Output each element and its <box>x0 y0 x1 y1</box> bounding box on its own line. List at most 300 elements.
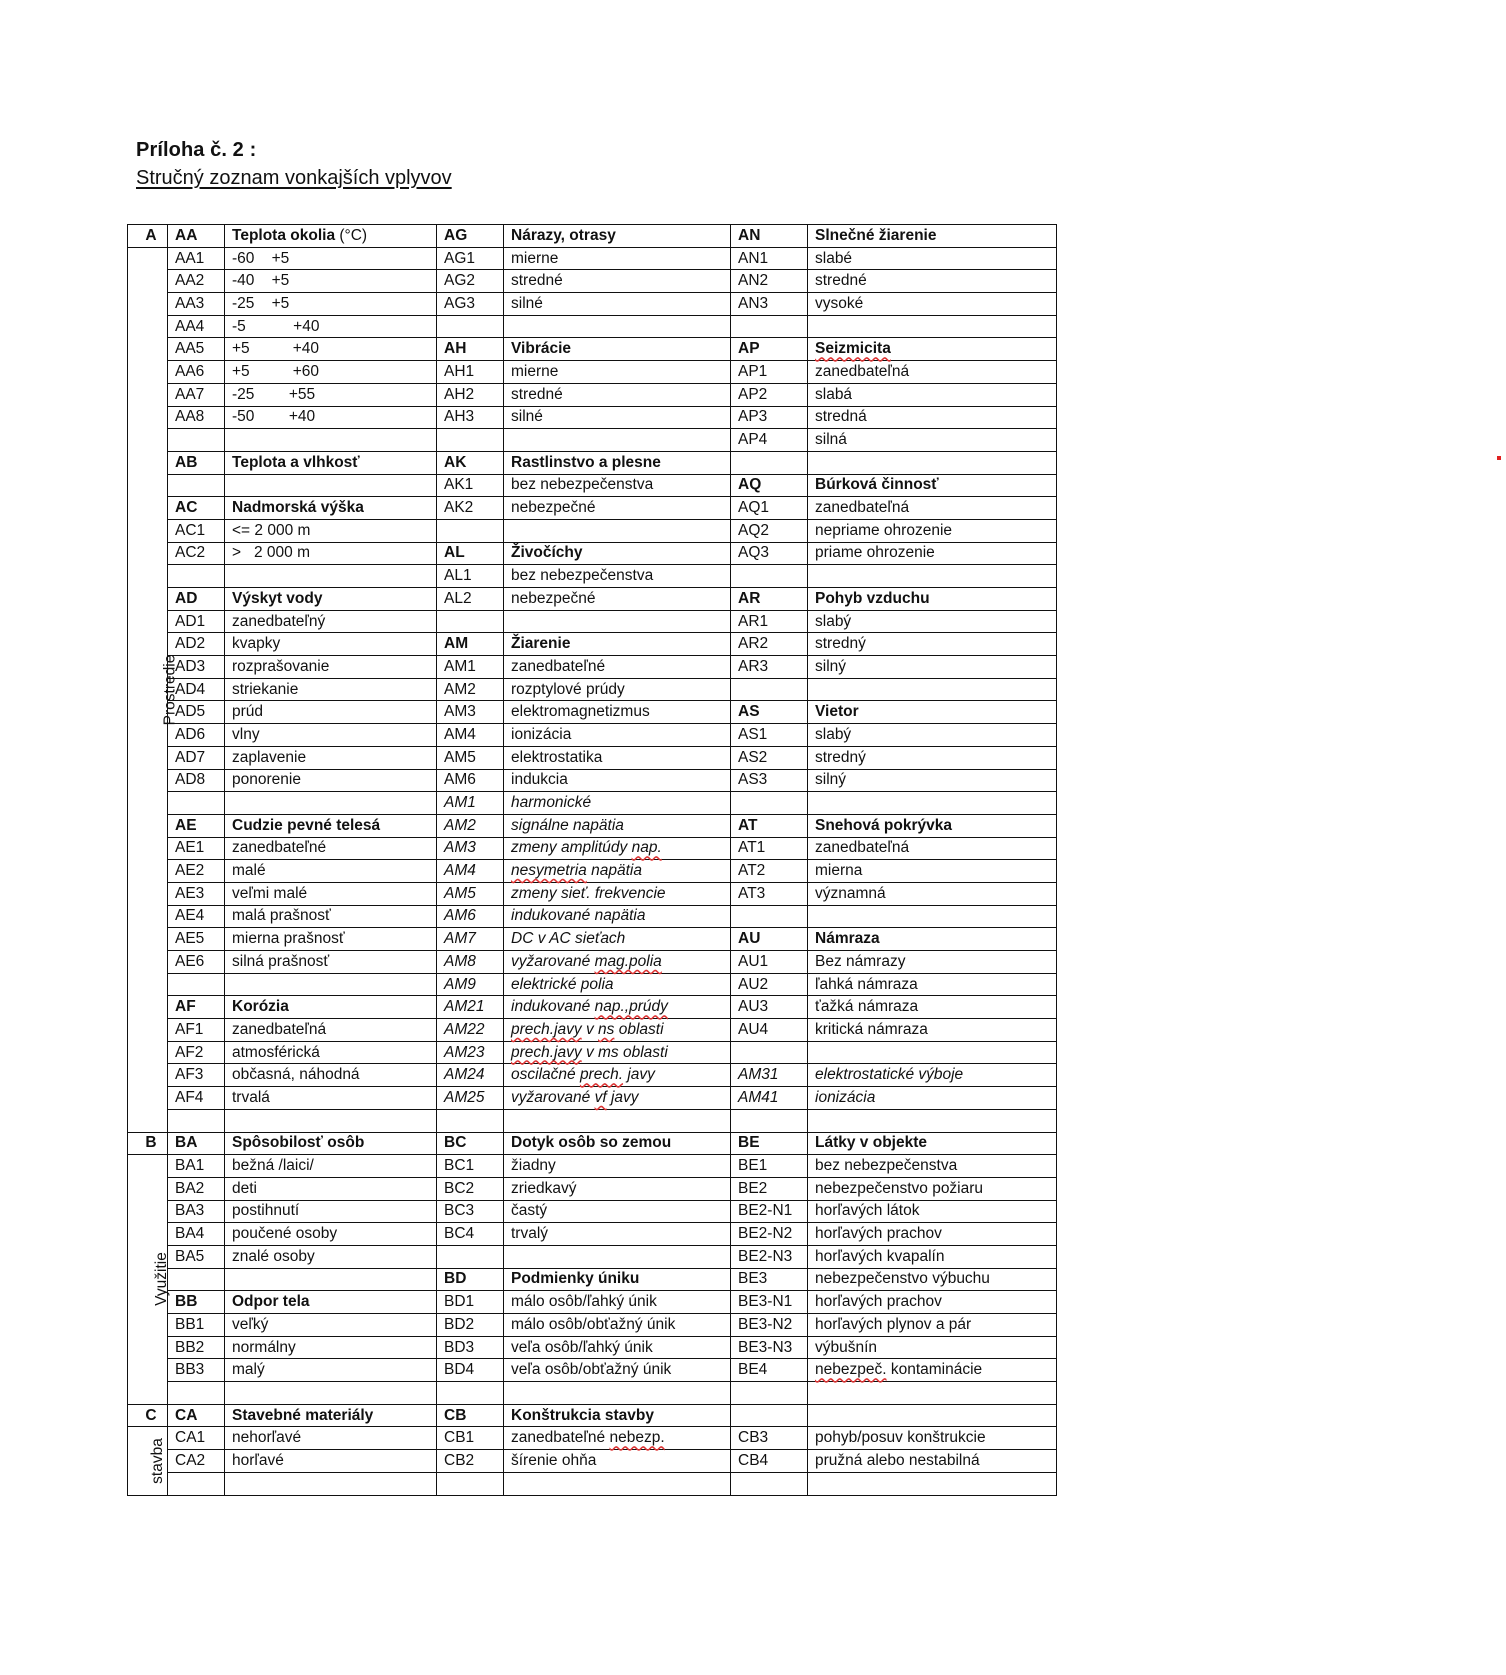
code-cell <box>437 1450 504 1473</box>
description-cell <box>504 1223 731 1246</box>
code-cell <box>437 565 504 588</box>
code-cell <box>731 519 808 542</box>
cell-text: BD3 <box>444 1338 475 1356</box>
cell-text: šírenie ohňa <box>511 1451 597 1469</box>
code-cell <box>731 610 808 633</box>
cell-text: indukcia <box>511 771 568 789</box>
description-cell <box>808 1268 1057 1291</box>
cell-text: prech.javy v ns oblasti <box>511 1020 664 1038</box>
cell-text: Podmienky úniku <box>511 1270 640 1288</box>
description-cell <box>808 633 1057 656</box>
description-cell <box>225 1109 437 1132</box>
cell-text: AM6 <box>444 907 476 925</box>
cell-text: AM25 <box>444 1088 485 1106</box>
cell-text: Vietor <box>815 703 859 721</box>
cell-text: -25 +55 <box>232 385 316 403</box>
description-cell <box>504 1472 731 1495</box>
description-cell <box>808 1087 1057 1110</box>
cell-text: AP1 <box>738 362 768 380</box>
description-cell <box>808 429 1057 452</box>
description-cell <box>504 338 731 361</box>
cell-text: AG <box>444 226 468 244</box>
cell-text: vlny <box>232 725 260 743</box>
description-cell <box>504 860 731 883</box>
description-cell <box>504 451 731 474</box>
code-cell <box>731 996 808 1019</box>
section-letter: B <box>128 1132 168 1155</box>
code-cell <box>168 610 225 633</box>
code-cell <box>168 451 225 474</box>
cell-text: znalé osoby <box>232 1247 315 1265</box>
cell-text: AN1 <box>738 249 769 267</box>
code-cell <box>168 1200 225 1223</box>
cell-text: AM31 <box>738 1066 779 1084</box>
code-cell <box>437 1223 504 1246</box>
code-cell <box>731 1450 808 1473</box>
description-cell <box>808 1472 1057 1495</box>
cell-text: Slnečné žiarenie <box>815 226 937 244</box>
description-cell <box>808 656 1057 679</box>
description-cell <box>504 792 731 815</box>
cell-text: vysoké <box>815 294 864 312</box>
description-cell <box>504 701 731 724</box>
cell-text: silný <box>815 657 847 675</box>
table-row <box>128 1291 1057 1314</box>
cell-text: elektromagnetizmus <box>511 703 650 721</box>
cell-text: veľký <box>232 1315 269 1333</box>
description-cell <box>504 1132 731 1155</box>
cell-text: Pohyb vzduchu <box>815 589 930 607</box>
code-cell <box>437 474 504 497</box>
description-cell <box>225 837 437 860</box>
description-cell <box>808 860 1057 883</box>
cell-text: Námraza <box>815 930 880 948</box>
cell-text: AE4 <box>175 907 205 925</box>
cell-text: slabá <box>815 385 853 403</box>
table-body <box>128 225 1057 1496</box>
cell-text: AK1 <box>444 476 474 494</box>
code-cell <box>168 1223 225 1246</box>
description-cell <box>808 1359 1057 1382</box>
cell-text: AE1 <box>175 839 205 857</box>
code-cell <box>437 451 504 474</box>
code-cell <box>168 565 225 588</box>
code-cell <box>168 497 225 520</box>
table-row <box>128 996 1057 1019</box>
description-cell <box>225 406 437 429</box>
description-cell <box>225 542 437 565</box>
description-cell <box>504 270 731 293</box>
cell-text: BE3-N2 <box>738 1315 793 1333</box>
cell-text: BB2 <box>175 1338 205 1356</box>
code-cell <box>731 429 808 452</box>
cell-text: CB3 <box>738 1429 769 1447</box>
cell-text: Výskyt vody <box>232 589 323 607</box>
description-cell <box>504 928 731 951</box>
cell-text: -40 +5 <box>232 272 290 290</box>
cell-text: horľavých látok <box>815 1202 920 1220</box>
description-cell <box>504 1427 731 1450</box>
cell-text: slabé <box>815 249 853 267</box>
table-row <box>128 315 1057 338</box>
cell-text: AU2 <box>738 975 769 993</box>
description-cell <box>225 814 437 837</box>
cell-text: AF1 <box>175 1020 204 1038</box>
table-row <box>128 724 1057 747</box>
cell-text: AD7 <box>175 748 206 766</box>
cell-text: AA8 <box>175 408 205 426</box>
cell-text: občasná, náhodná <box>232 1066 360 1084</box>
description-cell <box>225 270 437 293</box>
cell-text: častý <box>511 1202 548 1220</box>
cell-text: AD1 <box>175 612 206 630</box>
code-cell <box>437 905 504 928</box>
description-cell <box>225 1382 437 1405</box>
description-cell <box>225 361 437 384</box>
spellcheck-flag: nap.,prúdy <box>594 998 668 1016</box>
cell-text: Bez námrazy <box>815 952 906 970</box>
cell-text: AM21 <box>444 998 485 1016</box>
cell-text: horľavých prachov <box>815 1225 942 1243</box>
code-cell <box>437 1177 504 1200</box>
cell-text: AS3 <box>738 771 768 789</box>
cell-text: zanedbateľná <box>815 499 910 517</box>
section-side-label <box>128 1427 168 1495</box>
cell-text: AE3 <box>175 884 205 902</box>
code-cell <box>437 769 504 792</box>
code-cell <box>731 1404 808 1427</box>
description-cell <box>504 1336 731 1359</box>
cell-text: AF3 <box>175 1066 204 1084</box>
code-cell <box>731 973 808 996</box>
cell-text: veľmi malé <box>232 884 308 902</box>
cell-text: -50 +40 <box>232 408 316 426</box>
cell-text: BC1 <box>444 1157 475 1175</box>
description-cell <box>504 1268 731 1291</box>
description-cell <box>504 1245 731 1268</box>
code-cell <box>168 1427 225 1450</box>
cell-text: AM5 <box>444 884 476 902</box>
cell-text: málo osôb/obťažný únik <box>511 1315 676 1333</box>
code-cell <box>437 293 504 316</box>
code-cell <box>437 656 504 679</box>
description-cell <box>504 769 731 792</box>
cell-text: AA5 <box>175 340 205 358</box>
description-cell <box>504 1155 731 1178</box>
code-cell <box>731 701 808 724</box>
code-cell <box>168 1087 225 1110</box>
table-row <box>128 429 1057 452</box>
description-cell <box>808 293 1057 316</box>
cell-text: atmosférická <box>232 1043 320 1061</box>
cell-text: BE2-N2 <box>738 1225 793 1243</box>
cell-text: CB1 <box>444 1429 475 1447</box>
table-row <box>128 860 1057 883</box>
table-row <box>128 1200 1057 1223</box>
code-cell <box>168 1177 225 1200</box>
code-cell <box>731 814 808 837</box>
cell-text: CB <box>444 1406 467 1424</box>
code-cell <box>437 247 504 270</box>
cell-text: mierne <box>511 362 559 380</box>
code-cell <box>168 1382 225 1405</box>
cell-text: slabý <box>815 612 852 630</box>
code-cell <box>731 724 808 747</box>
cell-text: AM7 <box>444 930 476 948</box>
description-cell <box>225 1087 437 1110</box>
description-cell <box>225 633 437 656</box>
table-row <box>128 1450 1057 1473</box>
cell-text: AU1 <box>738 952 769 970</box>
table-row <box>128 792 1057 815</box>
code-cell <box>168 293 225 316</box>
code-cell <box>437 724 504 747</box>
spellcheck-flag: mag.polia <box>594 952 662 970</box>
cell-text: AQ1 <box>738 499 770 517</box>
description-cell <box>225 610 437 633</box>
description-cell <box>808 996 1057 1019</box>
cell-text: -25 +5 <box>232 294 290 312</box>
description-cell <box>225 1404 437 1427</box>
cell-text: BC3 <box>444 1202 475 1220</box>
table-row <box>128 633 1057 656</box>
cell-text: AT1 <box>738 839 766 857</box>
code-cell <box>168 1245 225 1268</box>
cell-text: BA <box>175 1134 198 1152</box>
table-row <box>128 1019 1057 1042</box>
code-cell <box>437 1427 504 1450</box>
description-cell <box>808 588 1057 611</box>
cell-text: AN3 <box>738 294 769 312</box>
description-cell <box>504 1177 731 1200</box>
cell-text: AA4 <box>175 317 205 335</box>
cell-text: AM1 <box>444 794 476 812</box>
table-row <box>128 474 1057 497</box>
description-cell <box>504 1087 731 1110</box>
table-row <box>128 973 1057 996</box>
cell-text: AM9 <box>444 975 476 993</box>
cell-text: AK <box>444 453 467 471</box>
code-cell <box>731 951 808 974</box>
code-cell <box>168 542 225 565</box>
code-cell <box>731 270 808 293</box>
description-cell <box>225 792 437 815</box>
table-row <box>128 361 1057 384</box>
description-cell <box>808 406 1057 429</box>
code-cell <box>168 860 225 883</box>
code-cell <box>168 1472 225 1495</box>
cell-text: stredný <box>815 635 866 653</box>
document-subtitle: Stručný zoznam vonkajších vplyvov <box>136 167 452 189</box>
table-row <box>128 951 1057 974</box>
code-cell <box>437 497 504 520</box>
cell-text: AE2 <box>175 862 205 880</box>
description-cell <box>504 814 731 837</box>
code-cell <box>168 1450 225 1473</box>
cell-text: AL2 <box>444 589 472 607</box>
cell-text: priame ohrozenie <box>815 544 935 562</box>
cell-text: AS1 <box>738 725 768 743</box>
spellcheck-flag: nap. <box>631 839 662 857</box>
cell-text: AD3 <box>175 657 206 675</box>
cell-text: Látky v objekte <box>815 1134 927 1152</box>
code-cell <box>168 1359 225 1382</box>
cell-text: Odpor tela <box>232 1293 310 1311</box>
code-cell <box>437 701 504 724</box>
cell-text: Korózia <box>232 998 289 1016</box>
cell-text: zanedbateľné <box>511 657 606 675</box>
description-cell <box>504 542 731 565</box>
spellcheck-flag: prech.javy <box>511 1020 582 1038</box>
code-cell <box>168 1268 225 1291</box>
cell-text: AL1 <box>444 567 472 585</box>
code-cell <box>731 361 808 384</box>
cell-text: BC2 <box>444 1179 475 1197</box>
code-cell <box>168 361 225 384</box>
description-cell <box>225 656 437 679</box>
cell-text: BA5 <box>175 1247 205 1265</box>
code-cell <box>731 1427 808 1450</box>
cell-text: AD5 <box>175 703 206 721</box>
spellcheck-flag: nesymetria <box>511 862 587 880</box>
description-cell <box>225 429 437 452</box>
code-cell <box>437 1200 504 1223</box>
description-cell <box>808 1019 1057 1042</box>
code-cell <box>731 1291 808 1314</box>
description-cell <box>808 905 1057 928</box>
code-cell <box>168 1064 225 1087</box>
cell-text: AM5 <box>444 748 476 766</box>
code-cell <box>437 746 504 769</box>
table-row <box>128 1177 1057 1200</box>
code-cell <box>168 633 225 656</box>
description-cell <box>808 247 1057 270</box>
description-cell <box>504 1041 731 1064</box>
table-row <box>128 1087 1057 1110</box>
code-cell <box>731 746 808 769</box>
description-cell <box>808 361 1057 384</box>
cell-text: Stavebné materiály <box>232 1406 374 1424</box>
cell-text: AR2 <box>738 635 769 653</box>
table-row <box>128 1382 1057 1405</box>
description-cell <box>225 497 437 520</box>
description-cell <box>808 1200 1057 1223</box>
code-cell <box>168 951 225 974</box>
external-influences-table <box>127 224 1057 1496</box>
spellcheck-flag: vf <box>594 1088 607 1106</box>
code-cell <box>168 1132 225 1155</box>
description-cell <box>504 837 731 860</box>
code-cell <box>437 315 504 338</box>
description-cell <box>504 724 731 747</box>
description-cell <box>808 837 1057 860</box>
code-cell <box>437 542 504 565</box>
code-cell <box>168 270 225 293</box>
code-cell <box>168 429 225 452</box>
description-cell <box>808 746 1057 769</box>
cell-text: AR1 <box>738 612 769 630</box>
description-cell <box>225 1177 437 1200</box>
code-cell <box>437 1291 504 1314</box>
cell-text: malé <box>232 862 266 880</box>
cell-text: horľavé <box>232 1451 284 1469</box>
code-cell <box>731 315 808 338</box>
description-cell <box>808 1336 1057 1359</box>
cell-text: AU4 <box>738 1020 769 1038</box>
code-cell <box>168 814 225 837</box>
cell-text: AN <box>738 226 761 244</box>
cell-text: Teplota a vlhkosť <box>232 453 360 471</box>
code-cell <box>168 1404 225 1427</box>
description-cell <box>225 928 437 951</box>
table-row <box>128 542 1057 565</box>
cell-text: AE6 <box>175 952 205 970</box>
description-cell <box>504 1291 731 1314</box>
table-row <box>128 270 1057 293</box>
code-cell <box>168 1041 225 1064</box>
cell-text: AD <box>175 589 198 607</box>
description-cell <box>225 1291 437 1314</box>
cell-text: AT3 <box>738 884 766 902</box>
description-cell <box>808 225 1057 248</box>
code-cell <box>437 1041 504 1064</box>
cell-text: bez nebezpečenstva <box>511 476 654 494</box>
description-cell <box>504 497 731 520</box>
description-cell <box>504 1382 731 1405</box>
description-cell <box>225 315 437 338</box>
cell-text: AM3 <box>444 703 476 721</box>
code-cell <box>731 1245 808 1268</box>
code-cell <box>437 338 504 361</box>
table-row <box>128 905 1057 928</box>
cell-text: AT <box>738 816 758 834</box>
description-cell <box>808 1064 1057 1087</box>
code-cell <box>168 1155 225 1178</box>
cell-text: nepriame ohrozenie <box>815 521 953 539</box>
table-row <box>128 1314 1057 1337</box>
cell-text: AM1 <box>444 657 476 675</box>
cell-text: zanedbateľné nebezp. <box>511 1429 665 1447</box>
cell-text: ľahká námraza <box>815 975 918 993</box>
description-cell <box>504 429 731 452</box>
cell-text: nebezpečenstvo požiaru <box>815 1179 984 1197</box>
code-cell <box>437 860 504 883</box>
table-row <box>128 1245 1057 1268</box>
cell-text: BC <box>444 1134 467 1152</box>
cell-text: Živočíchy <box>511 544 583 562</box>
code-cell <box>437 361 504 384</box>
cell-text: nebezpečenstvo výbuchu <box>815 1270 990 1288</box>
cell-text: Nárazy, otrasy <box>511 226 616 244</box>
spellcheck-flag: prech.javy <box>511 1043 582 1061</box>
description-cell <box>225 724 437 747</box>
code-cell <box>731 497 808 520</box>
cell-text: AM3 <box>444 839 476 857</box>
code-cell <box>437 1132 504 1155</box>
cell-text: zanedbateľné <box>232 839 327 857</box>
cell-text: silná prašnosť <box>232 952 330 970</box>
cell-text: silný <box>815 771 847 789</box>
code-cell <box>731 247 808 270</box>
cell-text: veľa osôb/obťažný únik <box>511 1361 672 1379</box>
code-cell <box>731 1314 808 1337</box>
description-cell <box>808 519 1057 542</box>
code-cell <box>437 1404 504 1427</box>
code-cell <box>168 338 225 361</box>
description-cell <box>504 633 731 656</box>
description-cell <box>504 225 731 248</box>
code-cell <box>731 1109 808 1132</box>
